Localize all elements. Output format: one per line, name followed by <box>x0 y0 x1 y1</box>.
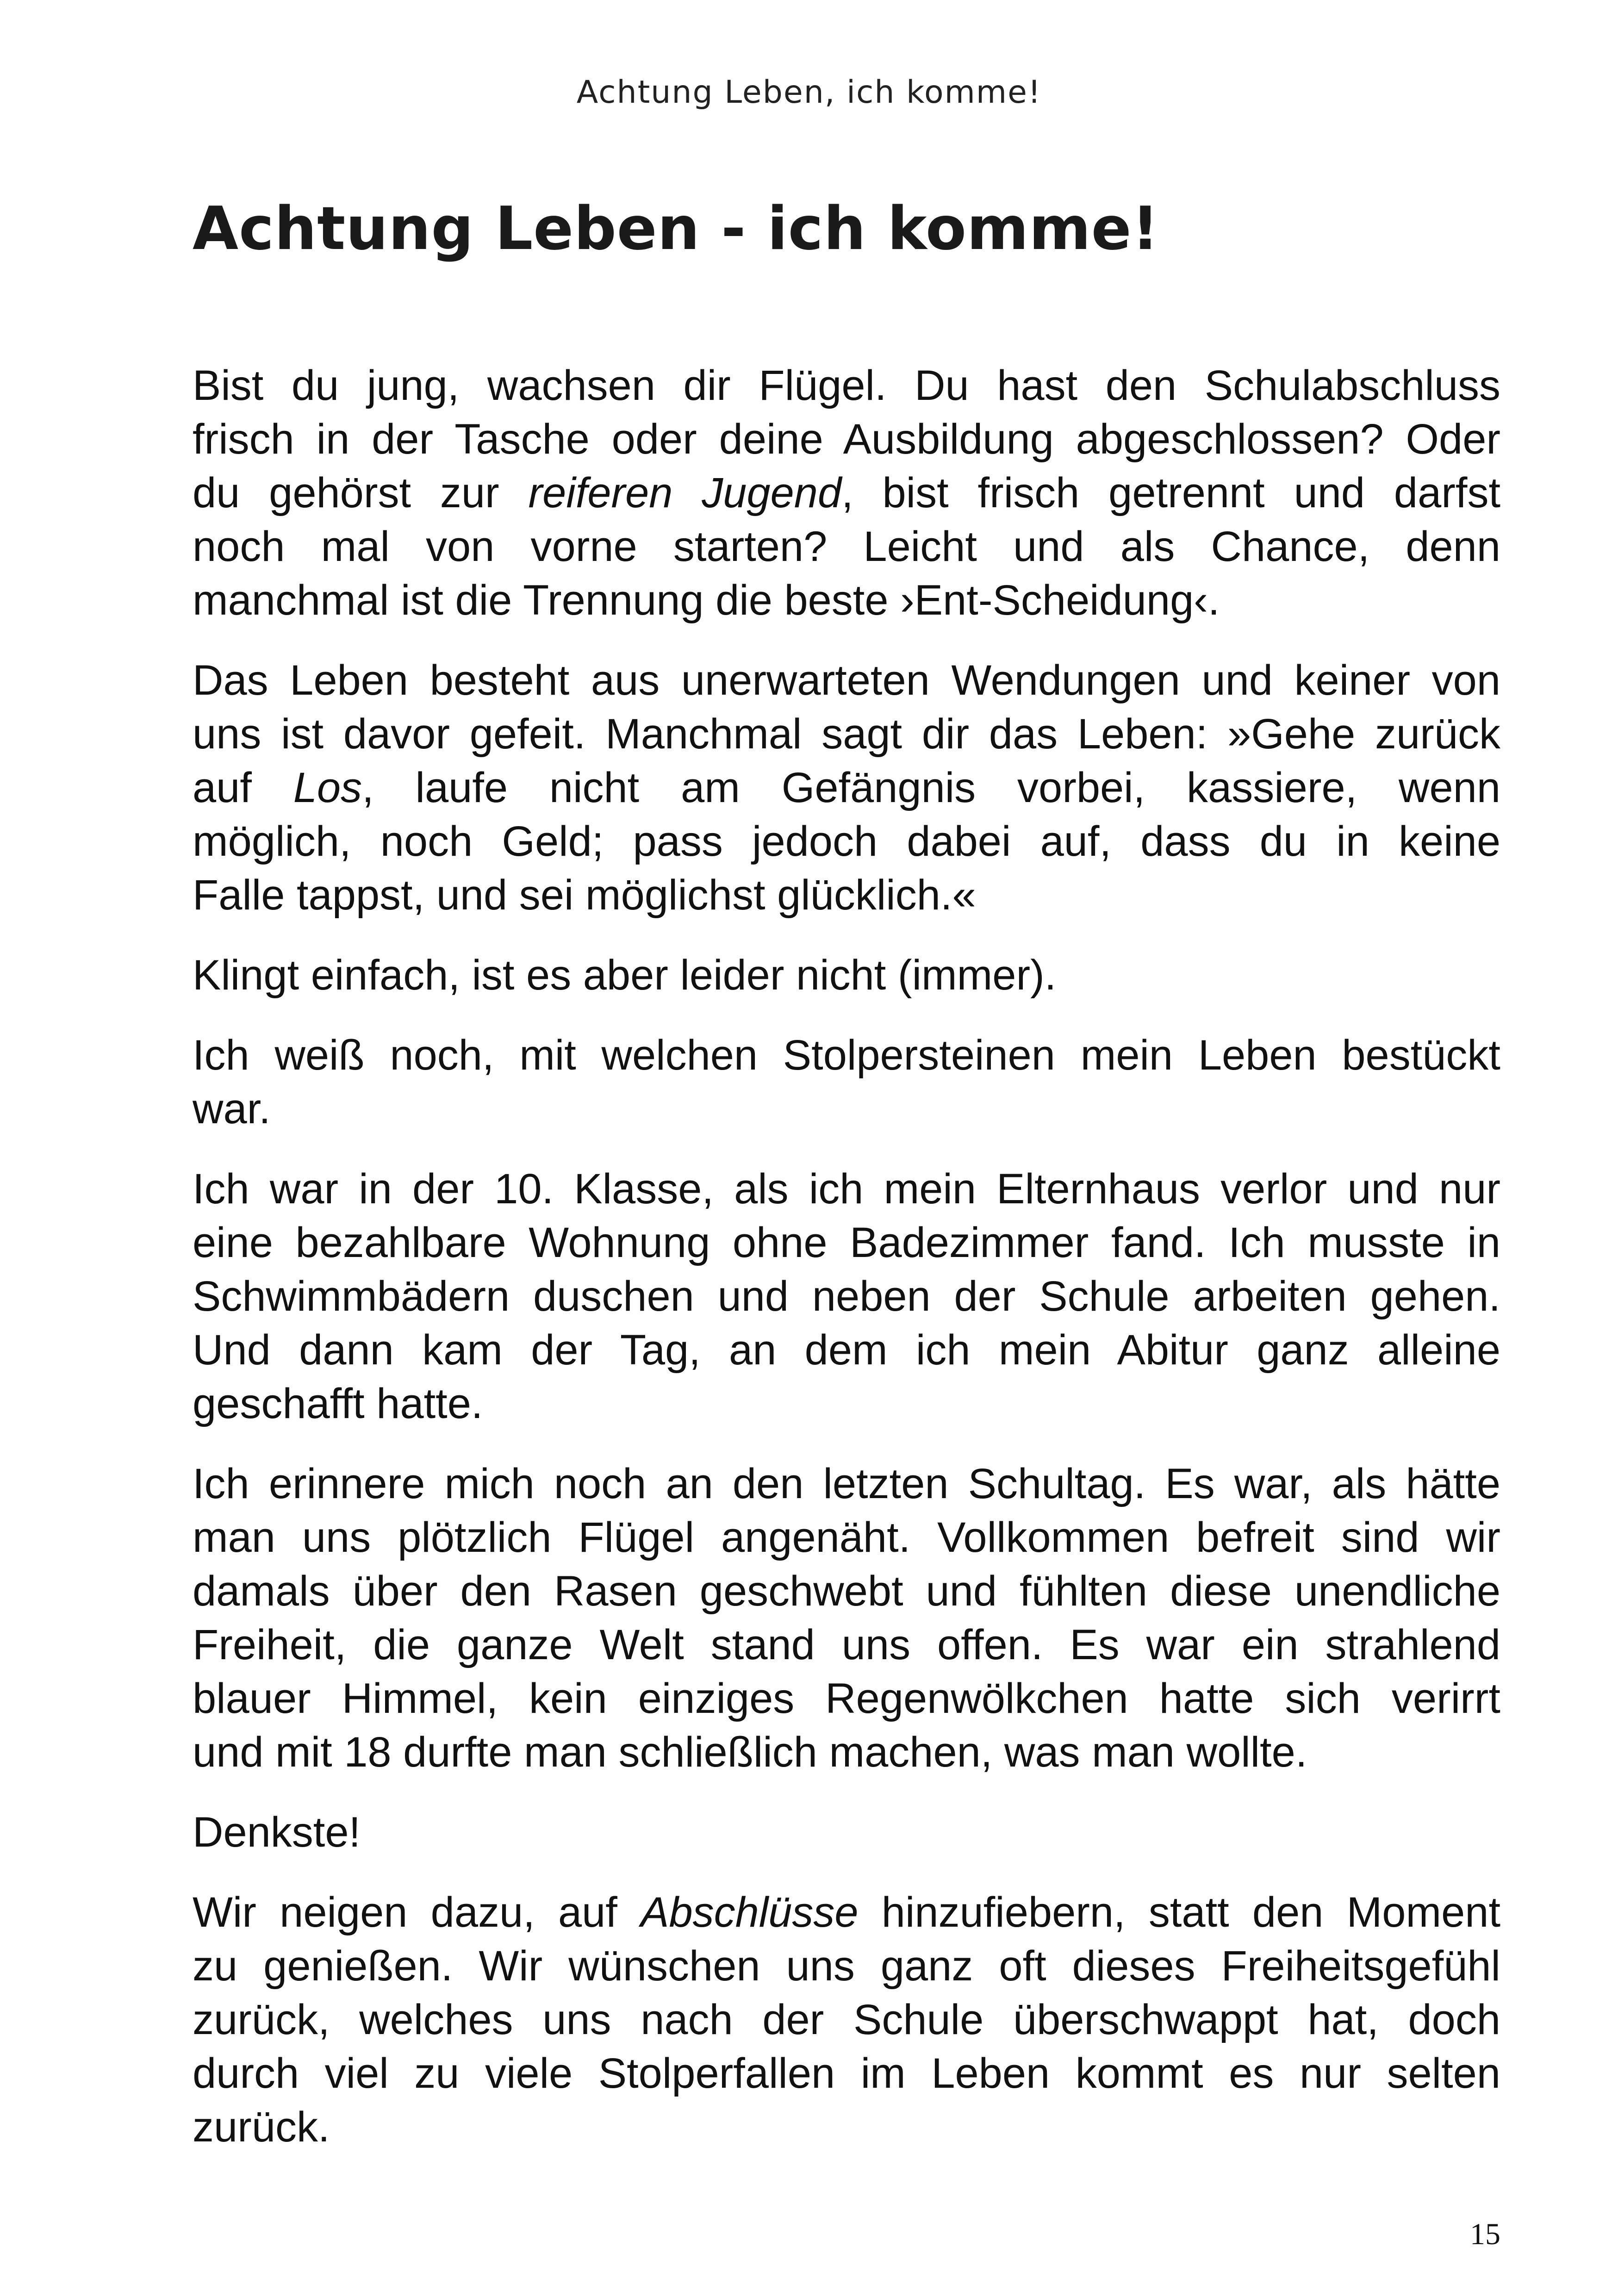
text-segment: manchmal ist die Trennung die beste ›Ent-Scheidung‹. <box>193 577 1220 624</box>
text-segment: Falle tappst, und sei möglichst glücklich.« <box>193 871 976 919</box>
text-line <box>193 1082 1500 1136</box>
text-segment: damals über den Rasen geschwebt und fühlten diese unendliche <box>193 1568 1500 1615</box>
text-line <box>193 1564 1500 1618</box>
text-segment: war. <box>193 1085 271 1132</box>
text-line <box>193 1162 1500 1216</box>
text-line <box>193 653 1500 707</box>
text-line <box>193 1885 1500 1939</box>
text-line <box>193 1269 1500 1323</box>
text-line <box>193 520 1500 573</box>
text-line <box>193 1805 1500 1859</box>
text-segment: und mit 18 durfte man schließlich machen, was man wollte. <box>193 1729 1307 1776</box>
italic-text: Los <box>293 764 362 811</box>
text-line <box>193 2100 1500 2154</box>
text-line <box>193 466 1500 520</box>
text-segment: zurück, welches uns nach der Schule überschwappt hat, doch <box>193 1996 1500 2043</box>
text-segment: du gehörst zur <box>193 469 529 516</box>
text-segment: Das Leben besteht aus unerwarteten Wendungen und keiner von <box>193 657 1500 704</box>
text-line <box>193 1216 1500 1269</box>
text-line <box>193 2047 1500 2100</box>
paragraph <box>193 1885 1500 2154</box>
text-line <box>193 1457 1500 1511</box>
text-segment: eine bezahlbare Wohnung ohne Badezimmer fand. Ich musste in <box>193 1219 1500 1266</box>
italic-text: reiferen Jugend <box>528 469 842 516</box>
paragraph <box>193 1162 1500 1431</box>
paragraph <box>193 653 1500 922</box>
text-line <box>193 1993 1500 2047</box>
text-line <box>193 1028 1500 1082</box>
text-line <box>193 868 1500 922</box>
text-line <box>193 1672 1500 1725</box>
text-segment: man uns plötzlich Flügel angenäht. Vollkommen befreit sind wir <box>193 1514 1500 1561</box>
text-segment: Ich weiß noch, mit welchen Stolpersteinen mein Leben bestückt <box>193 1032 1500 1079</box>
text-line <box>193 412 1500 466</box>
text-segment: durch viel zu viele Stolperfallen im Leben kommt es nur selten <box>193 2050 1500 2097</box>
text-segment: Denkste! <box>193 1809 361 1856</box>
text-segment: geschafft hatte. <box>193 1380 483 1427</box>
text-segment: Ich war in der 10. Klasse, als ich mein Elternhaus verlor und nur <box>193 1165 1500 1213</box>
text-line <box>193 573 1500 627</box>
paragraph <box>193 948 1500 1002</box>
text-line <box>193 1725 1500 1779</box>
text-segment: uns ist davor gefeit. Manchmal sagt dir das Leben: »Gehe zurück <box>193 710 1500 758</box>
text-line <box>193 1377 1500 1431</box>
italic-text: Abschlüsse <box>641 1889 859 1936</box>
text-line <box>193 815 1500 868</box>
page-number: 15 <box>1470 2217 1500 2251</box>
text-segment: Klingt einfach, ist es aber leider nicht (immer). <box>193 952 1057 999</box>
text-line <box>193 948 1500 1002</box>
text-line <box>193 359 1500 412</box>
text-segment: Freiheit, die ganze Welt stand uns offen. Es war ein strahlend <box>193 1621 1500 1668</box>
text-line <box>193 1511 1500 1564</box>
paragraph <box>193 1457 1500 1779</box>
text-segment: möglich, noch Geld; pass jedoch dabei auf, dass du in keine <box>193 818 1500 865</box>
text-segment: Bist du jung, wachsen dir Flügel. Du hast den Schulabschluss <box>193 362 1500 409</box>
text-segment: , laufe nicht am Gefängnis vorbei, kassiere, wenn <box>362 764 1500 811</box>
text-segment: Ich erinnere mich noch an den letzten Schultag. Es war, als hätte <box>193 1460 1500 1507</box>
text-line <box>193 1323 1500 1377</box>
text-line <box>193 1939 1500 1993</box>
text-line <box>193 1618 1500 1672</box>
text-segment: auf <box>193 764 293 811</box>
text-segment: hinzufiebern, statt den Moment <box>858 1889 1500 1936</box>
text-segment: noch mal von vorne starten? Leicht und als Chance, denn <box>193 523 1500 570</box>
text-segment: zu genießen. Wir wünschen uns ganz oft dieses Freiheitsgefühl <box>193 1942 1500 1990</box>
text-segment: blauer Himmel, kein einziges Regenwölkchen hatte sich verirrt <box>193 1675 1500 1722</box>
text-segment: zurück. <box>193 2103 330 2151</box>
chapter-title: Achtung Leben - ich komme! <box>193 194 1159 263</box>
body-text <box>193 359 1500 2180</box>
running-head: Achtung Leben, ich komme! <box>576 74 1042 111</box>
text-line <box>193 761 1500 815</box>
text-segment: Schwimmbädern duschen und neben der Schule arbeiten gehen. <box>193 1273 1500 1320</box>
paragraph <box>193 1028 1500 1136</box>
paragraph <box>193 1805 1500 1859</box>
text-line <box>193 707 1500 761</box>
text-segment: Und dann kam der Tag, an dem ich mein Abitur ganz alleine <box>193 1326 1500 1374</box>
text-segment: , bist frisch getrennt und darfst <box>841 469 1501 516</box>
text-segment: frisch in der Tasche oder deine Ausbildung abgeschlossen? Oder <box>193 416 1500 463</box>
paragraph <box>193 359 1500 627</box>
text-segment: Wir neigen dazu, auf <box>193 1889 641 1936</box>
